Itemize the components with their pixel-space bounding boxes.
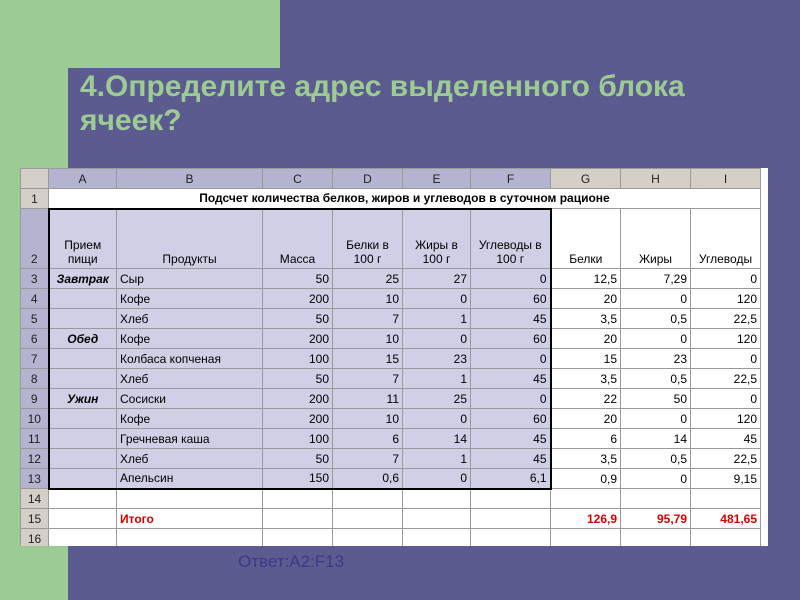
fat-100-cell[interactable]: 0: [403, 409, 471, 429]
fat-cell[interactable]: 7,29: [621, 269, 691, 289]
product-cell[interactable]: Хлеб: [117, 309, 263, 329]
header-cell-protein[interactable]: Белки: [551, 209, 621, 269]
product-cell[interactable]: Хлеб: [117, 449, 263, 469]
meal-cell[interactable]: [49, 409, 117, 429]
column-titles-row: [21, 209, 761, 269]
header-cell-carbs-100[interactable]: Углеводы в 100 г: [471, 209, 551, 269]
carbs-100-cell[interactable]: 6,1: [471, 469, 551, 489]
product-cell[interactable]: Гречневая каша: [117, 429, 263, 449]
protein-cell[interactable]: 0,9: [551, 469, 621, 489]
table-row: [21, 329, 761, 349]
table-row: [21, 269, 761, 289]
meal-cell[interactable]: [49, 289, 117, 309]
row-header[interactable]: 16: [21, 529, 49, 547]
table-row: [21, 369, 761, 389]
row-header[interactable]: 10: [21, 409, 49, 429]
fat-100-cell[interactable]: 1: [403, 369, 471, 389]
fat-100-cell[interactable]: 1: [403, 309, 471, 329]
carbs-100-cell[interactable]: 60: [471, 409, 551, 429]
carbs-cell[interactable]: 120: [691, 289, 761, 309]
fat-cell[interactable]: 0: [621, 469, 691, 489]
row-header[interactable]: 9: [21, 389, 49, 409]
fat-cell[interactable]: 14: [621, 429, 691, 449]
fat-cell[interactable]: 0,5: [621, 309, 691, 329]
mass-cell[interactable]: 150: [263, 469, 333, 489]
product-cell[interactable]: Сосиски: [117, 389, 263, 409]
total-protein-cell[interactable]: 126,9: [551, 509, 621, 529]
cell[interactable]: [471, 489, 551, 509]
carbs-cell[interactable]: 120: [691, 329, 761, 349]
fat-cell[interactable]: 50: [621, 389, 691, 409]
total-label-cell[interactable]: Итого: [117, 509, 263, 529]
fat-cell[interactable]: 0: [621, 289, 691, 309]
cell[interactable]: [49, 489, 117, 509]
cell[interactable]: [403, 489, 471, 509]
cell[interactable]: [621, 529, 691, 547]
fat-cell[interactable]: 23: [621, 349, 691, 369]
carbs-100-cell[interactable]: 60: [471, 329, 551, 349]
empty-row: [21, 489, 761, 509]
mass-cell[interactable]: 200: [263, 389, 333, 409]
slide-title: 4.Определите адрес выделенного блока ячеек?: [80, 70, 685, 137]
protein-cell[interactable]: 12,5: [551, 269, 621, 289]
fat-100-cell[interactable]: 27: [403, 269, 471, 289]
column-header-a[interactable]: A: [49, 169, 117, 189]
fat-100-cell[interactable]: 25: [403, 389, 471, 409]
select-all-corner[interactable]: [21, 169, 49, 189]
row-header[interactable]: 12: [21, 449, 49, 469]
carbs-100-cell[interactable]: 45: [471, 369, 551, 389]
meal-cell[interactable]: [49, 369, 117, 389]
cell[interactable]: [263, 529, 333, 547]
cell[interactable]: [403, 509, 471, 529]
fat-cell[interactable]: 0,5: [621, 369, 691, 389]
cell[interactable]: [117, 489, 263, 509]
product-cell[interactable]: Кофе: [117, 409, 263, 429]
protein-cell[interactable]: 20: [551, 409, 621, 429]
mass-cell[interactable]: 50: [263, 309, 333, 329]
table-row: [21, 289, 761, 309]
sheet-title-row: [21, 189, 761, 209]
meal-cell[interactable]: Обед: [49, 329, 117, 349]
column-header-g[interactable]: G: [551, 169, 621, 189]
table-row: [21, 469, 761, 489]
product-cell[interactable]: Кофе: [117, 289, 263, 309]
mass-cell[interactable]: 100: [263, 349, 333, 369]
meal-cell[interactable]: [49, 349, 117, 369]
fat-cell[interactable]: 0: [621, 409, 691, 429]
cell[interactable]: [403, 529, 471, 547]
carbs-100-cell[interactable]: 0: [471, 349, 551, 369]
row-header[interactable]: 6: [21, 329, 49, 349]
header-cell-protein-100[interactable]: Белки в 100 г: [333, 209, 403, 269]
fat-cell[interactable]: 0: [621, 329, 691, 349]
product-cell[interactable]: Сыр: [117, 269, 263, 289]
protein-cell[interactable]: 22: [551, 389, 621, 409]
protein-cell[interactable]: 15: [551, 349, 621, 369]
meal-cell[interactable]: Завтрак: [49, 269, 117, 289]
row-header[interactable]: 13: [21, 469, 49, 489]
carbs-cell[interactable]: 0: [691, 349, 761, 369]
cell[interactable]: [471, 509, 551, 529]
protein-100-cell[interactable]: 10: [333, 289, 403, 309]
protein-cell[interactable]: 6: [551, 429, 621, 449]
mass-cell[interactable]: 50: [263, 449, 333, 469]
product-cell[interactable]: Апельсин: [117, 469, 263, 489]
cell[interactable]: [263, 489, 333, 509]
header-cell-mass[interactable]: Масса: [263, 209, 333, 269]
protein-100-cell[interactable]: 10: [333, 409, 403, 429]
meal-cell[interactable]: [49, 309, 117, 329]
mass-cell[interactable]: 200: [263, 289, 333, 309]
header-cell-fat[interactable]: Жиры: [621, 209, 691, 269]
column-header-i[interactable]: I: [691, 169, 761, 189]
column-header-c[interactable]: C: [263, 169, 333, 189]
protein-100-cell[interactable]: 0,6: [333, 469, 403, 489]
protein-100-cell[interactable]: 25: [333, 269, 403, 289]
mass-cell[interactable]: 200: [263, 329, 333, 349]
carbs-cell[interactable]: 45: [691, 429, 761, 449]
table-row: [21, 409, 761, 429]
carbs-100-cell[interactable]: 0: [471, 389, 551, 409]
total-row: [21, 509, 761, 529]
fat-100-cell[interactable]: 0: [403, 289, 471, 309]
cell[interactable]: [333, 529, 403, 547]
answer-text: Ответ:A2:F13: [238, 552, 345, 571]
column-header-d[interactable]: D: [333, 169, 403, 189]
cell[interactable]: [333, 509, 403, 529]
mass-cell[interactable]: 200: [263, 409, 333, 429]
row-header[interactable]: 14: [21, 489, 49, 509]
protein-100-cell[interactable]: 11: [333, 389, 403, 409]
cell[interactable]: [49, 509, 117, 529]
protein-cell[interactable]: 3,5: [551, 449, 621, 469]
protein-100-cell[interactable]: 7: [333, 369, 403, 389]
cell[interactable]: [691, 529, 761, 547]
mass-cell[interactable]: 100: [263, 429, 333, 449]
product-cell[interactable]: Колбаса копченая: [117, 349, 263, 369]
carbs-cell[interactable]: 0: [691, 389, 761, 409]
cell[interactable]: [49, 529, 117, 547]
column-header-f[interactable]: F: [471, 169, 551, 189]
fat-100-cell[interactable]: 23: [403, 349, 471, 369]
row-header[interactable]: 11: [21, 429, 49, 449]
meal-cell[interactable]: Ужин: [49, 389, 117, 409]
header-cell-fat-100[interactable]: Жиры в 100 г: [403, 209, 471, 269]
protein-100-cell[interactable]: 10: [333, 329, 403, 349]
row-header[interactable]: 1: [21, 189, 49, 209]
column-header-h[interactable]: H: [621, 169, 691, 189]
cell[interactable]: [551, 529, 621, 547]
cell[interactable]: [471, 529, 551, 547]
total-fat-cell[interactable]: 95,79: [621, 509, 691, 529]
fat-100-cell[interactable]: 0: [403, 469, 471, 489]
protein-100-cell[interactable]: 7: [333, 309, 403, 329]
cell[interactable]: [333, 489, 403, 509]
column-header-b[interactable]: B: [117, 169, 263, 189]
table-row: [21, 349, 761, 369]
partial-row: [21, 529, 761, 547]
table-row: [21, 309, 761, 329]
header-cell-carbs[interactable]: Углеводы: [691, 209, 761, 269]
data-rows: [21, 269, 761, 489]
row-header[interactable]: 7: [21, 349, 49, 369]
row-header[interactable]: 8: [21, 369, 49, 389]
table-row: [21, 429, 761, 449]
header-cell-product[interactable]: Продукты: [117, 209, 263, 269]
row-header[interactable]: 5: [21, 309, 49, 329]
sheet-title-cell[interactable]: Подсчет количества белков, жиров и углеводов в суточном рационе: [49, 189, 761, 209]
carbs-cell[interactable]: 0: [691, 269, 761, 289]
fat-100-cell[interactable]: 1: [403, 449, 471, 469]
table-row: [21, 449, 761, 469]
meal-cell[interactable]: [49, 469, 117, 489]
spreadsheet: [20, 168, 768, 546]
cell[interactable]: [621, 489, 691, 509]
carbs-100-cell[interactable]: 60: [471, 289, 551, 309]
carbs-cell[interactable]: 22,5: [691, 369, 761, 389]
protein-100-cell[interactable]: 7: [333, 449, 403, 469]
carbs-100-cell[interactable]: 45: [471, 309, 551, 329]
carbs-cell[interactable]: 120: [691, 409, 761, 429]
fat-cell[interactable]: 0,5: [621, 449, 691, 469]
carbs-cell[interactable]: 22,5: [691, 309, 761, 329]
row-header[interactable]: 3: [21, 269, 49, 289]
protein-100-cell[interactable]: 6: [333, 429, 403, 449]
protein-cell[interactable]: 3,5: [551, 369, 621, 389]
table-row: [21, 389, 761, 409]
cell[interactable]: [263, 509, 333, 529]
protein-100-cell[interactable]: 15: [333, 349, 403, 369]
header-cell-meal[interactable]: Прием пищи: [49, 209, 117, 269]
product-cell[interactable]: Кофе: [117, 329, 263, 349]
fat-100-cell[interactable]: 0: [403, 329, 471, 349]
cell[interactable]: [691, 489, 761, 509]
protein-cell[interactable]: 20: [551, 329, 621, 349]
meal-cell[interactable]: [49, 449, 117, 469]
carbs-100-cell[interactable]: 45: [471, 449, 551, 469]
product-cell[interactable]: Хлеб: [117, 369, 263, 389]
row-header[interactable]: 2: [21, 209, 49, 269]
mass-cell[interactable]: 50: [263, 269, 333, 289]
cell[interactable]: [551, 489, 621, 509]
row-header[interactable]: 15: [21, 509, 49, 529]
carbs-cell[interactable]: 22,5: [691, 449, 761, 469]
column-header-row: [21, 169, 761, 189]
mass-cell[interactable]: 50: [263, 369, 333, 389]
carbs-100-cell[interactable]: 0: [471, 269, 551, 289]
carbs-cell[interactable]: 9,15: [691, 469, 761, 489]
row-header[interactable]: 4: [21, 289, 49, 309]
total-carbs-cell[interactable]: 481,65: [691, 509, 761, 529]
protein-cell[interactable]: 20: [551, 289, 621, 309]
cell[interactable]: [117, 529, 263, 547]
meal-cell[interactable]: [49, 429, 117, 449]
protein-cell[interactable]: 3,5: [551, 309, 621, 329]
carbs-100-cell[interactable]: 45: [471, 429, 551, 449]
spreadsheet-grid: [20, 168, 761, 546]
column-header-e[interactable]: E: [403, 169, 471, 189]
fat-100-cell[interactable]: 14: [403, 429, 471, 449]
